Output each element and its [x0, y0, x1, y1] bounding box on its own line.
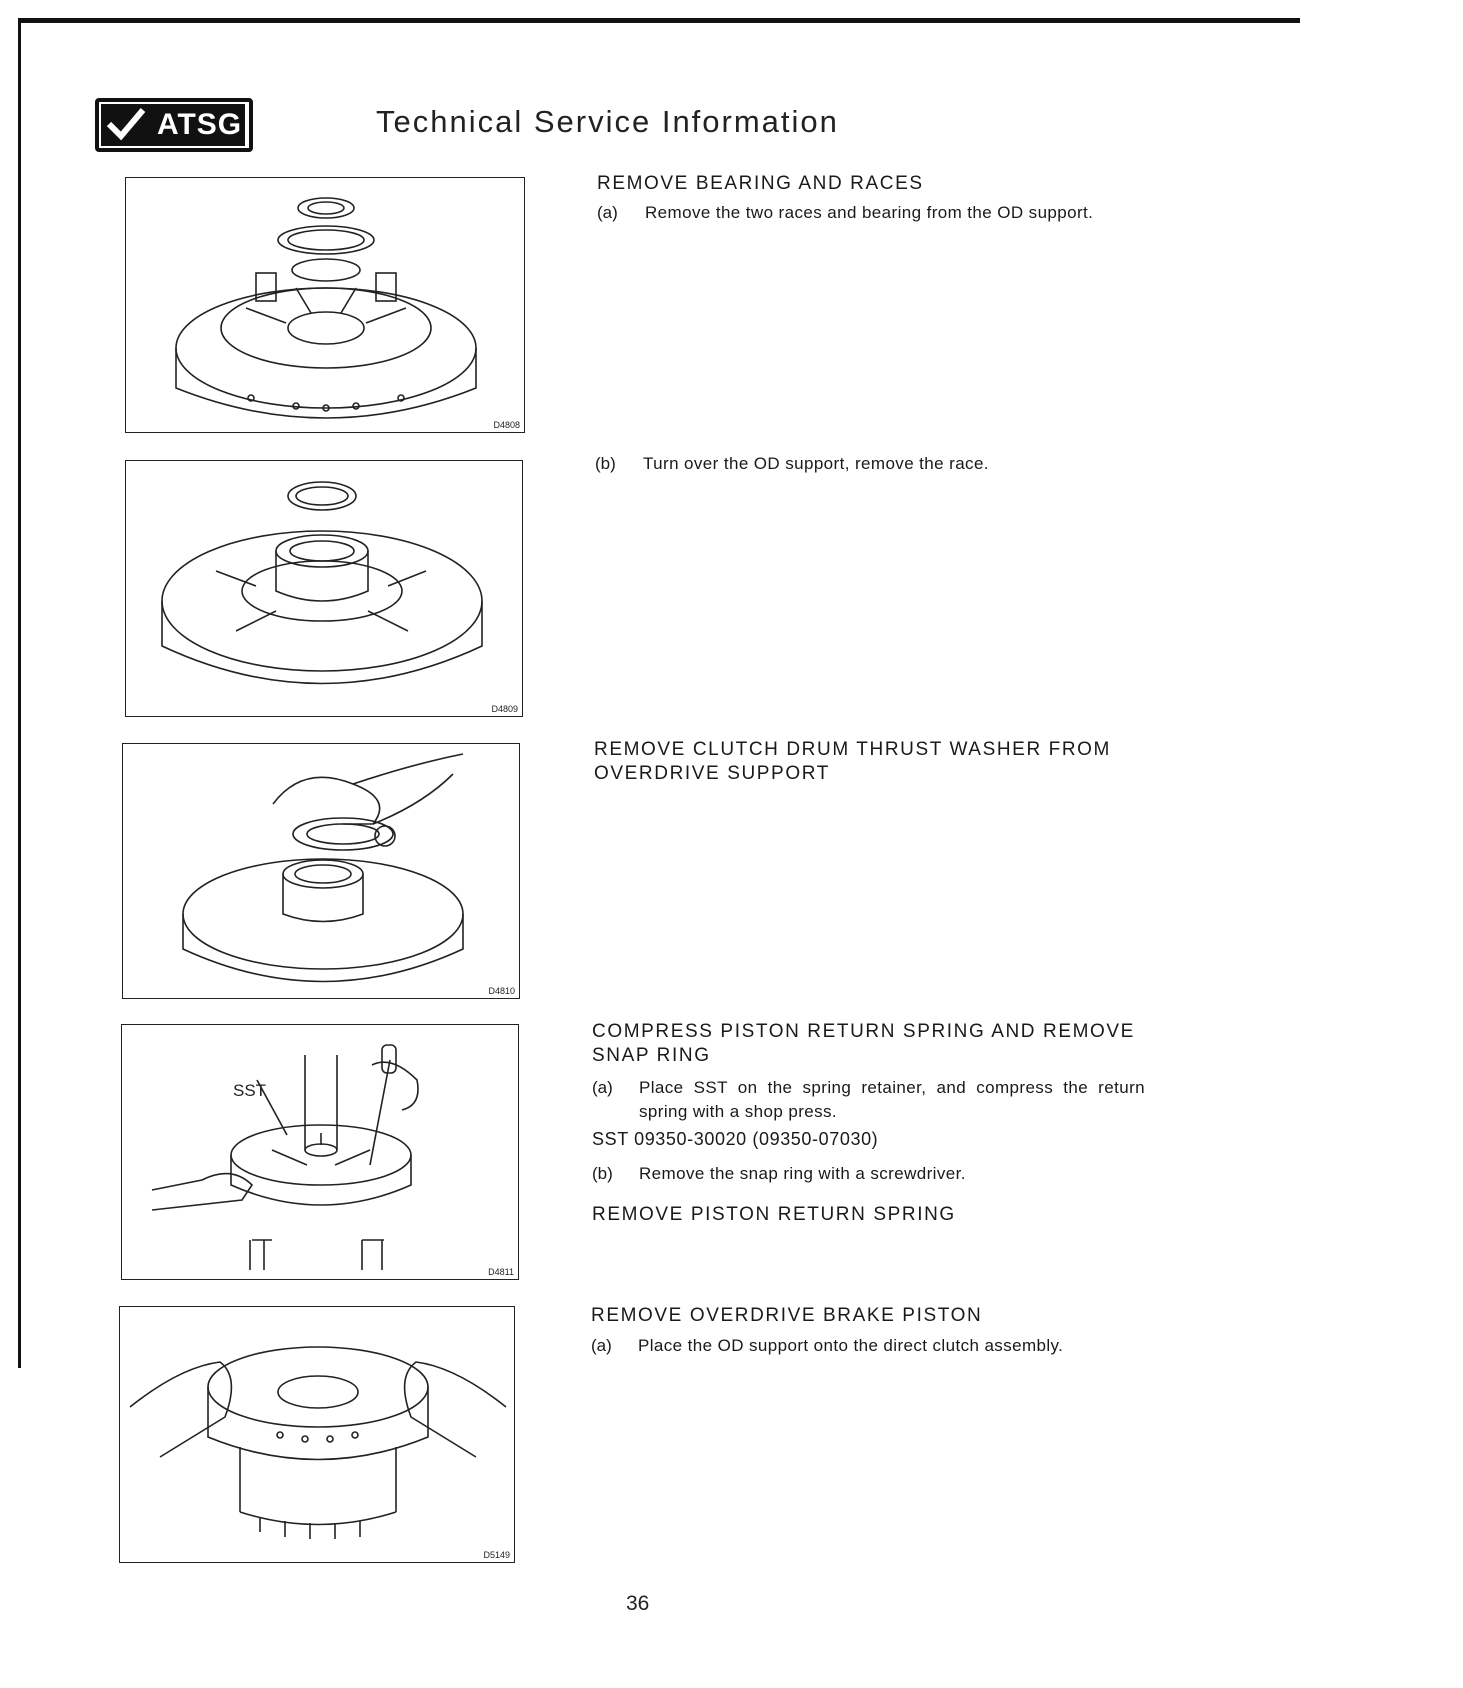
step-s1-a — [597, 201, 1144, 251]
step-s1-b — [595, 452, 1155, 480]
step-text: Remove the two races and bearing from the OD support. — [645, 203, 1094, 222]
left-rule — [18, 18, 21, 1368]
step-label: (b) — [592, 1164, 613, 1183]
top-rule — [20, 18, 1300, 23]
step-s5-a — [591, 1334, 1151, 1362]
figure-code: D5149 — [483, 1550, 510, 1560]
od-brake-piston-illustration — [120, 1307, 516, 1564]
step-s3-a — [592, 1076, 1146, 1126]
thrust-washer-removal-illustration — [123, 744, 521, 1000]
step-text: Turn over the OD support, remove the race. — [643, 454, 989, 473]
step-text: Place the OD support onto the direct clutch assembly. — [638, 1336, 1064, 1355]
figure-code: D4808 — [493, 420, 520, 430]
figure-code: D4811 — [488, 1267, 514, 1277]
od-support-race-illustration — [126, 461, 524, 718]
atsg-logo — [95, 98, 253, 152]
heading-remove-od-brake-piston: REMOVE OVERDRIVE BRAKE PISTON — [591, 1305, 983, 1326]
sst-callout-label: SST — [233, 1081, 267, 1100]
sst-compress-illustration — [122, 1025, 520, 1281]
heading-remove-thrust-washer: REMOVE CLUTCH DRUM THRUST WASHER FROM OVERDRIVE SUPPORT — [594, 739, 1111, 784]
step-label: (b) — [595, 454, 616, 473]
figure-code: D4809 — [491, 704, 518, 714]
heading-compress-return-spring: COMPRESS PISTON RETURN SPRING AND REMOVE SNAP RING — [592, 1021, 1135, 1066]
od-support-bearing-illustration — [126, 178, 526, 434]
logo-text: ATSG — [157, 108, 243, 141]
figure-thrust-washer — [122, 743, 520, 999]
heading-remove-return-spring: REMOVE PISTON RETURN SPRING — [592, 1204, 956, 1225]
step-label: (a) — [591, 1336, 612, 1355]
figure-od-support-race — [125, 460, 523, 717]
page-title: Technical Service Information — [376, 104, 839, 139]
step-label: (a) — [597, 203, 618, 222]
figure-od-brake-piston — [119, 1306, 515, 1563]
page-number: 36 — [626, 1592, 650, 1615]
figure-code: D4810 — [488, 986, 515, 996]
heading-remove-bearing-races: REMOVE BEARING AND RACES — [597, 173, 924, 194]
figure-compress-spring — [121, 1024, 519, 1280]
step-s3-b — [592, 1162, 1146, 1190]
step-text: Remove the snap ring with a screwdriver. — [639, 1164, 966, 1183]
figure-bearing-races — [125, 177, 525, 433]
sst-part-numbers: SST 09350-30020 (09350-07030) — [592, 1129, 879, 1149]
step-text: Place SST on the spring retainer, and compress the return spring with a shop press. — [639, 1078, 1145, 1121]
step-label: (a) — [592, 1078, 613, 1097]
